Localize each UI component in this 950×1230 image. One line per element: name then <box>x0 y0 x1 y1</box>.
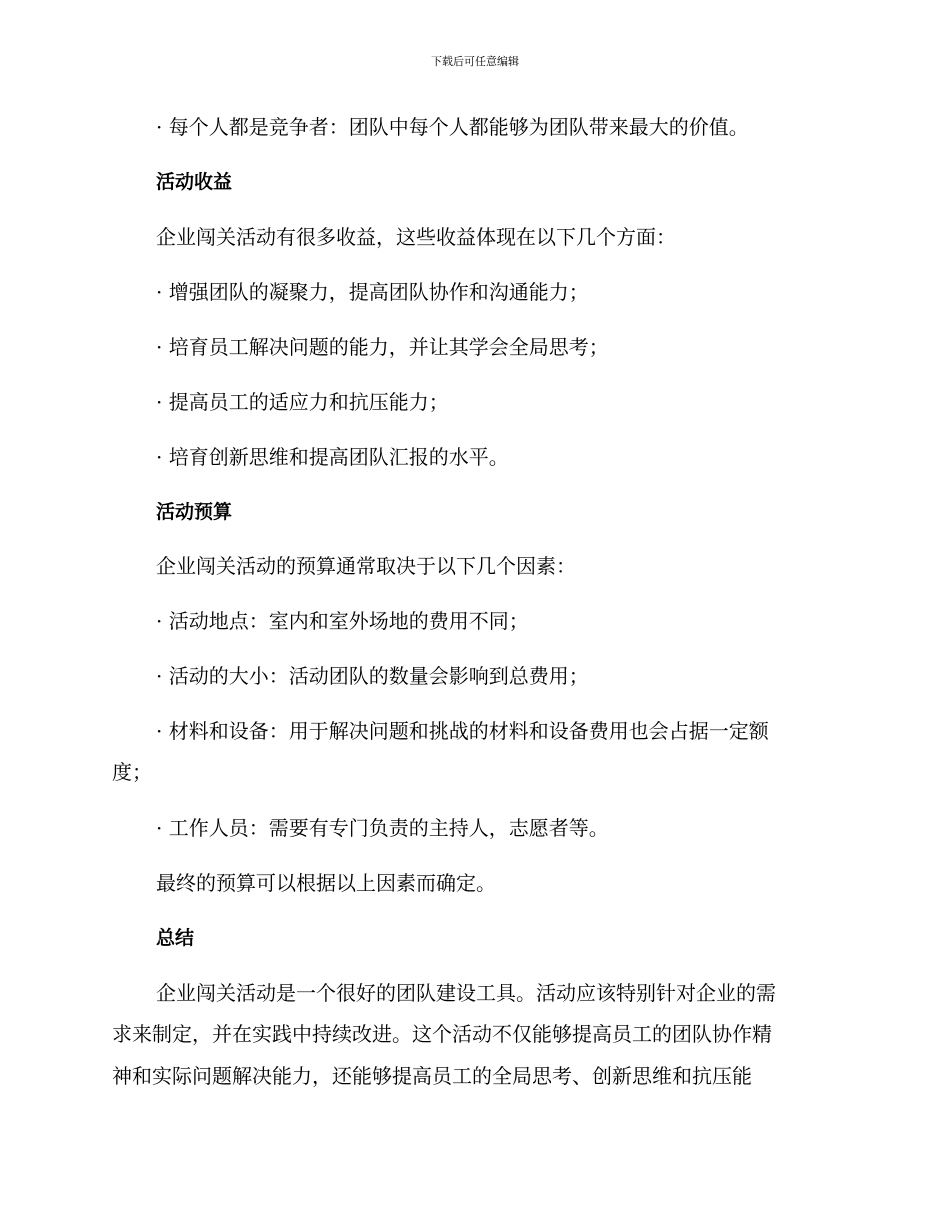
bullet-materials: · 材料和设备：用于解决问题和挑战的材料和设备费用也会占据一定额 <box>156 719 769 743</box>
section-heading-budget: 活动预算 <box>156 501 233 523</box>
bullet-competitor: · 每个人都是竞争者：团队中每个人都能够为团队带来最大的价值。 <box>156 115 749 139</box>
summary-line-2: 求来制定，并在实践中持续改进。这个活动不仅能够提高员工的团队协作精 <box>112 1022 772 1046</box>
summary-line-3: 神和实际问题解决能力，还能够提高员工的全局思考、创新思维和抗压能 <box>112 1064 752 1088</box>
section-heading-benefits: 活动收益 <box>156 171 233 193</box>
bullet-staff: · 工作人员：需要有专门负责的主持人，志愿者等。 <box>156 816 609 840</box>
bullet-innovation: · 培育创新思维和提高团队汇报的水平。 <box>156 445 509 469</box>
bullet-scale: · 活动的大小：活动团队的数量会影响到总费用； <box>156 664 589 688</box>
benefits-intro: 企业闯关活动有很多收益，这些收益体现在以下几个方面： <box>156 225 676 249</box>
section-heading-summary: 总结 <box>156 927 195 949</box>
budget-intro: 企业闯关活动的预算通常取决于以下几个因素： <box>156 554 576 578</box>
bullet-venue: · 活动地点：室内和室外场地的费用不同； <box>156 609 529 633</box>
bullet-problem-solving: · 培育员工解决问题的能力，并让其学会全局思考； <box>156 335 609 359</box>
bullet-adaptability: · 提高员工的适应力和抗压能力； <box>156 390 449 414</box>
bullet-cohesion: · 增强团队的凝聚力，提高团队协作和沟通能力； <box>156 280 589 304</box>
bullet-materials-continued: 度； <box>112 760 152 784</box>
page-header: 下载后可任意编辑 <box>431 55 519 68</box>
summary-line-1: 企业闯关活动是一个很好的团队建设工具。活动应该特别针对企业的需 <box>156 981 776 1005</box>
budget-conclusion: 最终的预算可以根据以上因素而确定。 <box>156 871 496 895</box>
